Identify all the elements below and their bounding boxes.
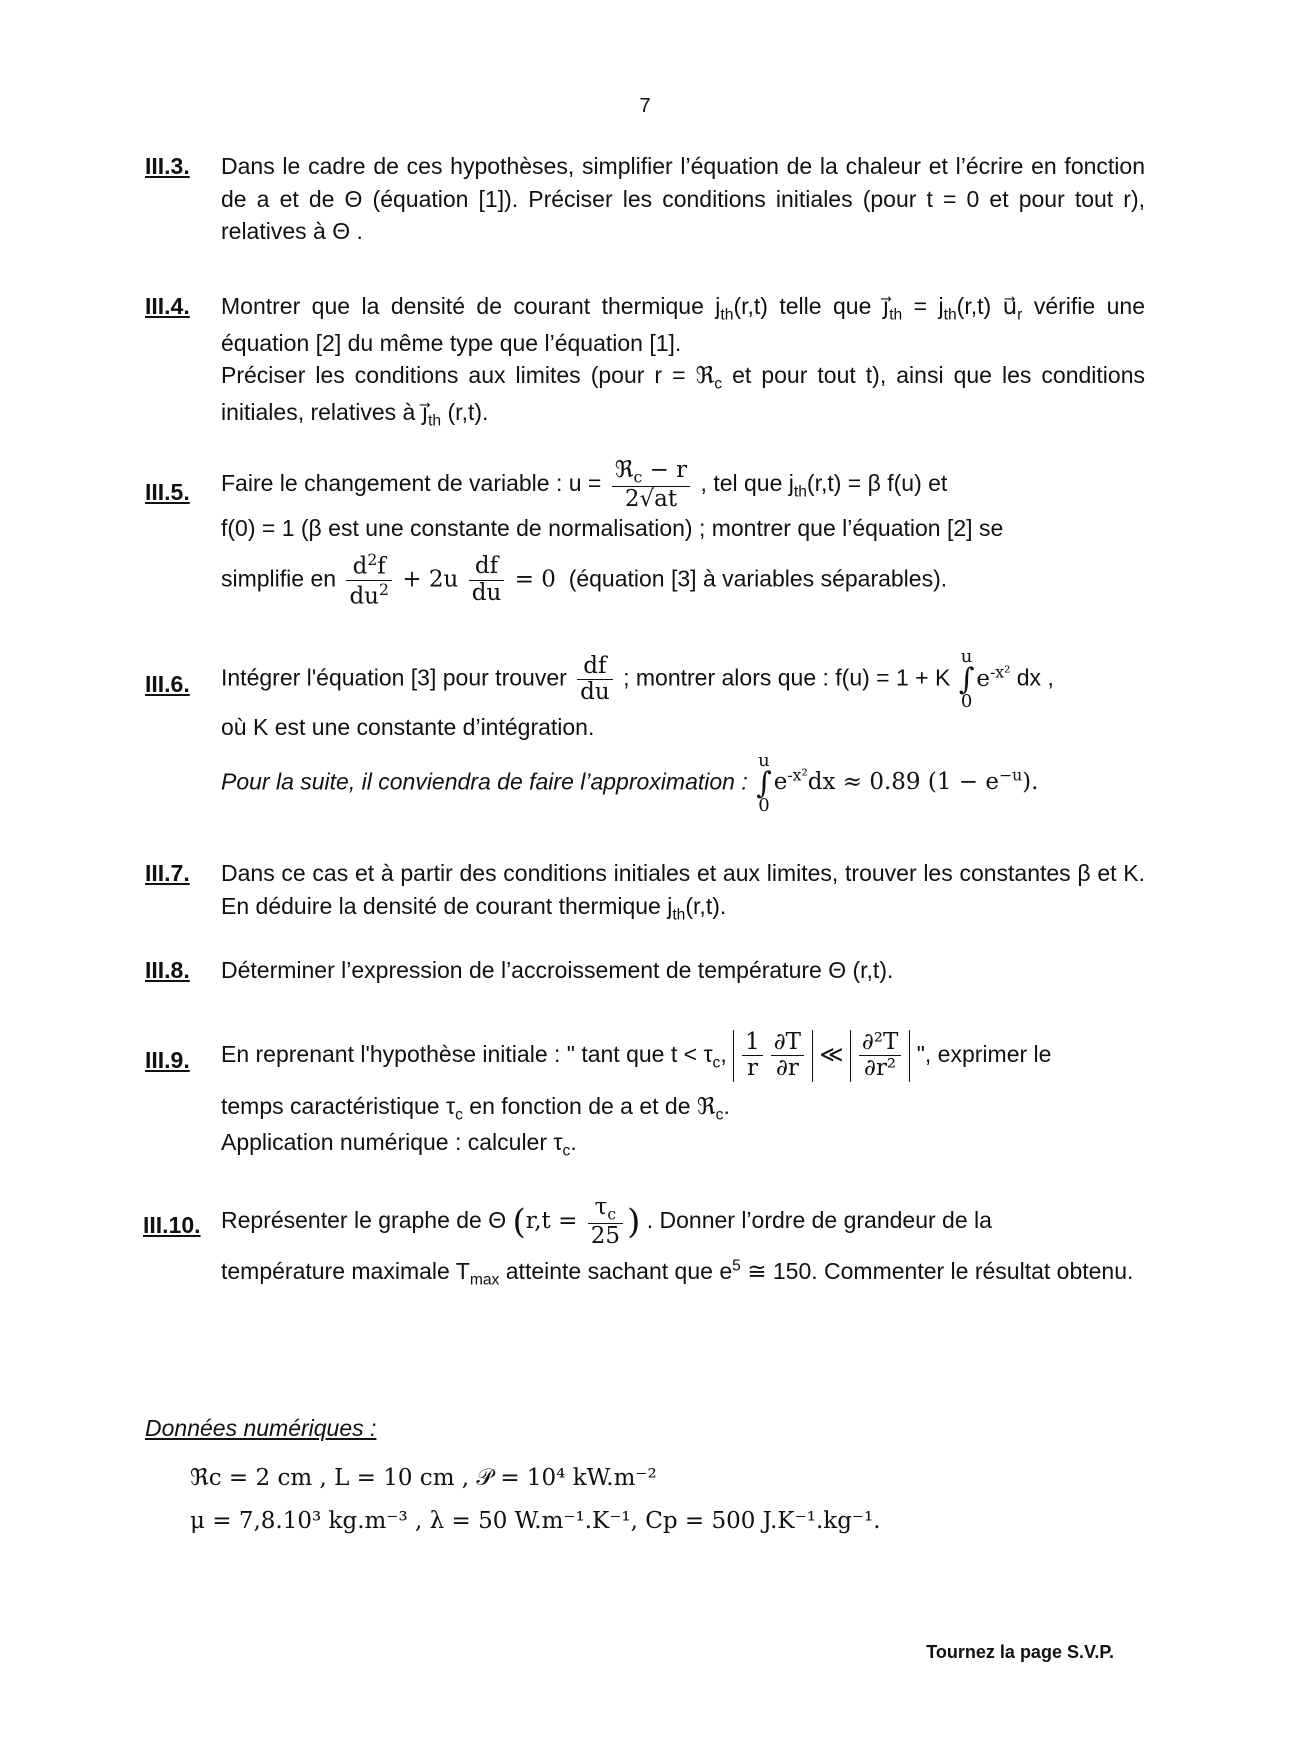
question-text: Dans ce cas et à partir des conditions initiales et aux limites, trouver les constantes β et K. En déduire la densité de courant thermique $j_{th}(r,t)$. [221,860,1145,924]
data-section-title: Données numériques : [145,1415,377,1441]
question-III-5 [145,458,1145,610]
question-text: Préciser les conditions aux limites (pour r = ℜ$_c$ et pour tout t), ainsi que les conditions initiales, relatives à $j⃗_{th}$ (r,t). [221,362,1145,430]
page-number: 7 [639,95,651,117]
question-number: III.9. [145,1047,190,1073]
question-III-4 [145,290,1145,433]
question-number: III.10. [143,1212,201,1238]
question-text: f(0) = 1 (β est une constante de normalisation) ; montrer que l’équation [2] se [221,515,1004,542]
fraction-tau: $\frac{\tau_c}{25}$ [588,1195,623,1249]
question-text: Dans le cadre de ces hypothèses, simplifier l’équation de la chaleur et l’écrire en fonction de a et de Θ (équation [1]). Préciser les conditions initiales (pour t = 0 et pour tout r), relatives à Θ . [221,153,1145,245]
integral-sign: u ∫ 0 [756,749,772,816]
abs-second-derivative: $\frac{\text{∂²T}}{\text{∂r²}}$ [850,1030,910,1082]
question-text: Faire le changement de variable : u = $\frac{ℜ_c - r}{2√at}$ , tel que $j_{th}(r,t) = \beta$ f(u) et [221,457,948,512]
question-III-9 [145,1030,1145,1163]
question-III-3 [145,150,1145,248]
question-text: Intégrer l'équation [3] pour trouver $\frac{df}{du}$ ; montrer alors que : f(u) = 1 + K u ∫ $0e^{-x^2}$ dx , [221,646,1054,712]
question-number: III.6. [145,671,190,697]
fraction-df: $\frac{df}{du}$ [469,554,505,606]
question-text: En reprenant l'hypothèse initiale : " tant que $t < \tau_c$, $\frac{1}{r}$ $\frac{\partial T}{\partial r}$ ≪ $\frac{\text{∂²T}}{\text{∂r²}}$ ", exprimer le [221,1029,1052,1082]
question-text: temps caractéristique $\tau_c$ en fonction de a et de ℜ$_c$. [221,1092,730,1124]
fraction-u: $\frac{ℜ_c - r}{2√at}$ [612,458,690,512]
question-text: Application numérique : calculer $\tau_c$. [221,1129,577,1160]
question-text: température maximale $T_{max}$ atteinte sachant que $e^5$ ≅ 150. Commenter le résultat obtenu. [221,1257,1134,1289]
question-III-6 [145,648,1145,815]
question-text: Montrer que la densité de courant thermique $j_{th}(r,t)$ telle que $j⃗_{th} = j_{th}(r,t)$ $u⃗_r$ vérifie une équation [2] du même type que l’équation [1]. [221,293,1145,356]
integral-sign: u ∫ 0 [958,646,975,712]
question-number: III.7. [145,860,190,886]
question-text: Pour la suite, il conviendra de faire l’approximation : u ∫ $0e^{-x^2}dx \approx 0.89$ $(1 - e^{-u})$. [221,749,1039,816]
question-number: III.5. [145,479,190,505]
footer-note: Tournez la page S.V.P. [926,1642,1114,1662]
question-text: Déterminer l’expression de l’accroissement de température Θ (r,t). [221,957,894,983]
data-line-2: μ = 7,8.10³ kg.m⁻³ , λ = 50 W.m⁻¹.K⁻¹, Cp = 500 J.K⁻¹.kg⁻¹. [190,1508,881,1534]
question-number: III.3. [145,153,190,179]
question-III-7 [145,857,1145,926]
data-line-1: ℜc = 2 cm , L = 10 cm , 𝒫 = 10⁴ kW.m⁻² [190,1465,657,1491]
question-text: Représenter le graphe de Θ (r,t = $\frac{\tau_c}{25}$ ) . Donner l’ordre de grandeur de la [221,1194,992,1249]
fraction-df-du: $\frac{df}{du}$ [577,654,613,706]
abs-first-derivative: $\frac{1}{r}$ $\frac{\partial T}{\partial r}$ [733,1030,813,1082]
question-III-8 [145,954,1145,987]
question-number: III.8. [145,957,190,983]
question-text: où K est une constante d’intégration. [221,714,595,740]
question-number: III.4. [145,293,190,319]
question-text: simplifie en $\frac{d^2f}{du^2}$ + 2u $\frac{df}{du}$ = 0 (équation [3] à variables séparables). [221,549,948,610]
fraction-d2f: $\frac{d^2f}{du^2}$ [346,551,392,610]
question-III-10 [145,1195,1145,1292]
